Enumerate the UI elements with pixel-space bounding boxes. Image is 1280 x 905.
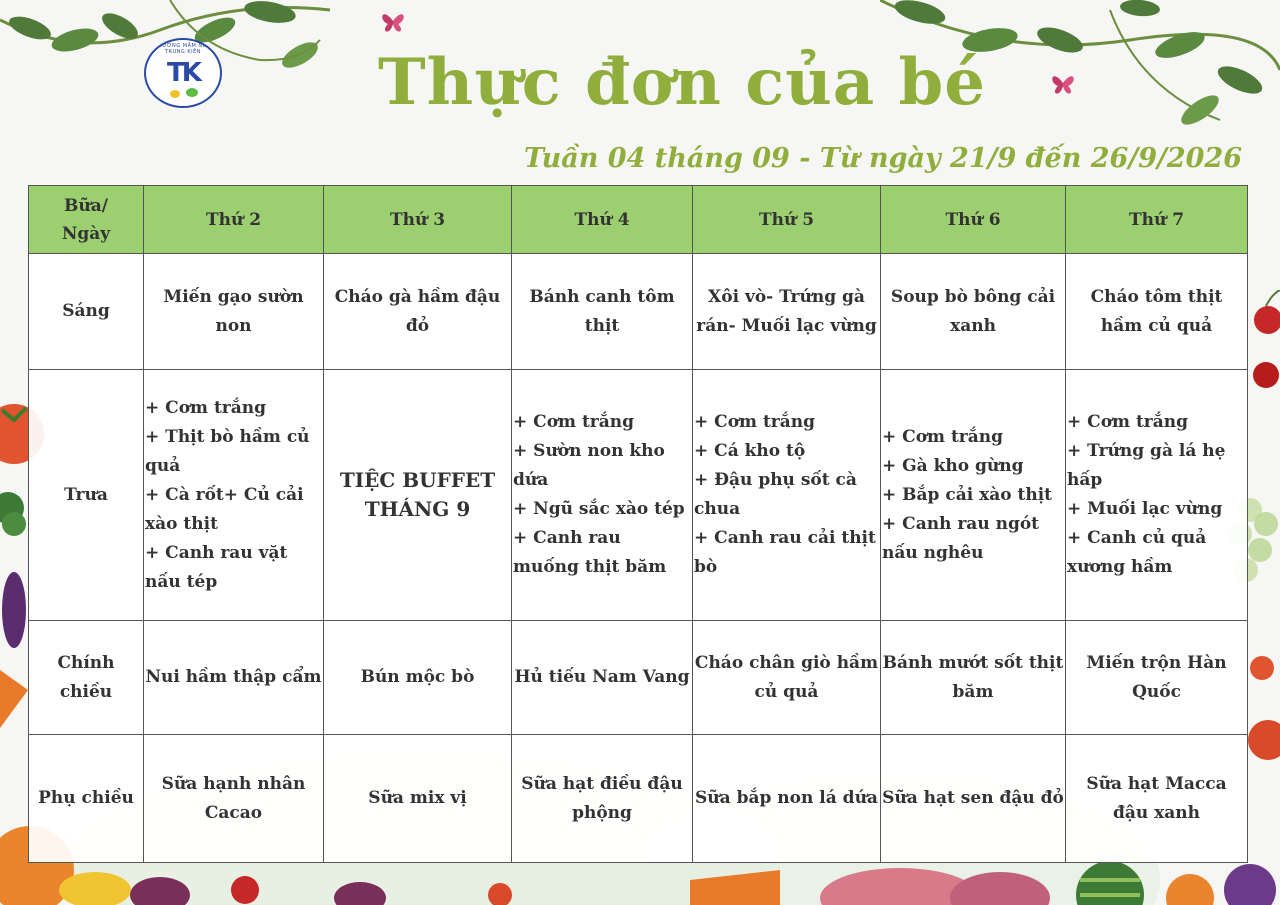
buffet-cell — [324, 370, 512, 621]
dish-line: + Ngũ sắc xào tép — [513, 499, 685, 519]
day-header: Thứ 3 — [324, 186, 512, 254]
menu-cell: Miến trộn Hàn Quốc — [1066, 621, 1248, 735]
menu-cell: Bánh mướt sốt thịt băm — [881, 621, 1066, 735]
meal-label: Phụ chiều — [29, 735, 144, 863]
menu-cell: Sữa hạt Macca đậu xanh — [1066, 735, 1248, 863]
dish-line: + Canh rau muống thịt băm — [513, 528, 667, 577]
table-row — [29, 621, 1248, 735]
dish-line: + Bắp cải xào thịt — [882, 484, 1053, 505]
eggplant-icon — [0, 560, 30, 650]
table-row — [29, 735, 1248, 863]
menu-cell — [693, 370, 881, 621]
dish-line: + Canh rau vặt nấu tép — [145, 542, 288, 592]
dish-line: + Cà rốt+ Củ cải xào thịt — [145, 484, 304, 534]
dish-line: + Gà kho gừng — [882, 455, 1024, 476]
menu-cell: Bánh canh tôm thịt — [512, 254, 693, 370]
menu-cell: Hủ tiếu Nam Vang — [512, 621, 693, 735]
dish-line: + Trứng gà lá hẹ hấp — [1067, 441, 1226, 490]
menu-cell — [144, 370, 324, 621]
meal-label: Trưa — [29, 370, 144, 621]
broccoli-icon — [0, 488, 30, 548]
dish-line: + Canh củ quả xương hầm — [1067, 528, 1207, 577]
day-header: Thứ 2 — [144, 186, 324, 254]
dish-line: + Đậu phụ sốt cà chua — [694, 470, 857, 519]
dish-line: + Cá kho tộ — [694, 441, 806, 461]
dish-line: + Muối lạc vừng — [1067, 499, 1223, 519]
cherry-icon — [1246, 290, 1280, 400]
menu-cell: Cháo tôm thịt hầm củ quả — [1066, 254, 1248, 370]
dish-line: + Cơm trắng — [145, 397, 267, 418]
menu-cell: Soup bò bông cải xanh — [881, 254, 1066, 370]
day-header: Thứ 6 — [881, 186, 1066, 254]
table-row — [29, 370, 1248, 621]
menu-cell: Sữa hạt điều đậu phộng — [512, 735, 693, 863]
logo-monogram: TK — [167, 58, 199, 88]
dish-line: + Sườn non kho dứa — [513, 441, 665, 490]
dish-line: + Thịt bò hầm củ quả — [145, 426, 310, 476]
menu-cell — [881, 370, 1066, 621]
dish-line: + Canh rau cải thịt bò — [694, 528, 876, 577]
buffet-line: THÁNG 9 — [364, 497, 471, 521]
meal-label: Chính chiều — [29, 621, 144, 735]
page-title: Thực đơn của bé — [378, 45, 986, 120]
table-row — [29, 254, 1248, 370]
menu-cell: Xôi vò- Trứng gà rán- Muối lạc vừng — [693, 254, 881, 370]
corner-header: Bữa/ Ngày — [29, 186, 144, 254]
menu-cell: Cháo chân giò hầm củ quả — [693, 621, 881, 735]
menu-cell: Sữa hạnh nhân Cacao — [144, 735, 324, 863]
menu-cell: Miến gạo sườn non — [144, 254, 324, 370]
dish-line: + Canh rau ngót nấu nghêu — [882, 513, 1040, 563]
meal-label: Sáng — [29, 254, 144, 370]
week-subtitle: Tuần 04 tháng 09 - Từ ngày 21/9 đến 26/9/2026 — [524, 143, 1242, 174]
table-header-row — [29, 186, 1248, 254]
logo-ring-text: TRƯỜNG MẦM NON TRUNG KIÊN — [154, 43, 212, 55]
menu-table — [28, 185, 1248, 863]
day-header: Thứ 5 — [693, 186, 881, 254]
menu-cell: Sữa hạt sen đậu đỏ — [881, 735, 1066, 863]
dish-line: + Cơm trắng — [1067, 412, 1189, 432]
day-header: Thứ 7 — [1066, 186, 1248, 254]
menu-cell: Sữa mix vị — [324, 735, 512, 863]
menu-cell — [512, 370, 693, 621]
dish-line: + Cơm trắng — [694, 412, 816, 432]
buffet-line: TIỆC BUFFET — [339, 468, 496, 492]
day-header: Thứ 4 — [512, 186, 693, 254]
menu-cell: Sữa bắp non lá dứa — [693, 735, 881, 863]
menu-cell: Nui hầm thập cẩm — [144, 621, 324, 735]
dish-line: + Cơm trắng — [882, 426, 1004, 447]
menu-cell: Bún mộc bò — [324, 621, 512, 735]
butterfly-icon — [376, 4, 410, 38]
dish-line: + Cơm trắng — [513, 412, 635, 432]
menu-cell — [1066, 370, 1248, 621]
menu-cell: Cháo gà hầm đậu đỏ — [324, 254, 512, 370]
